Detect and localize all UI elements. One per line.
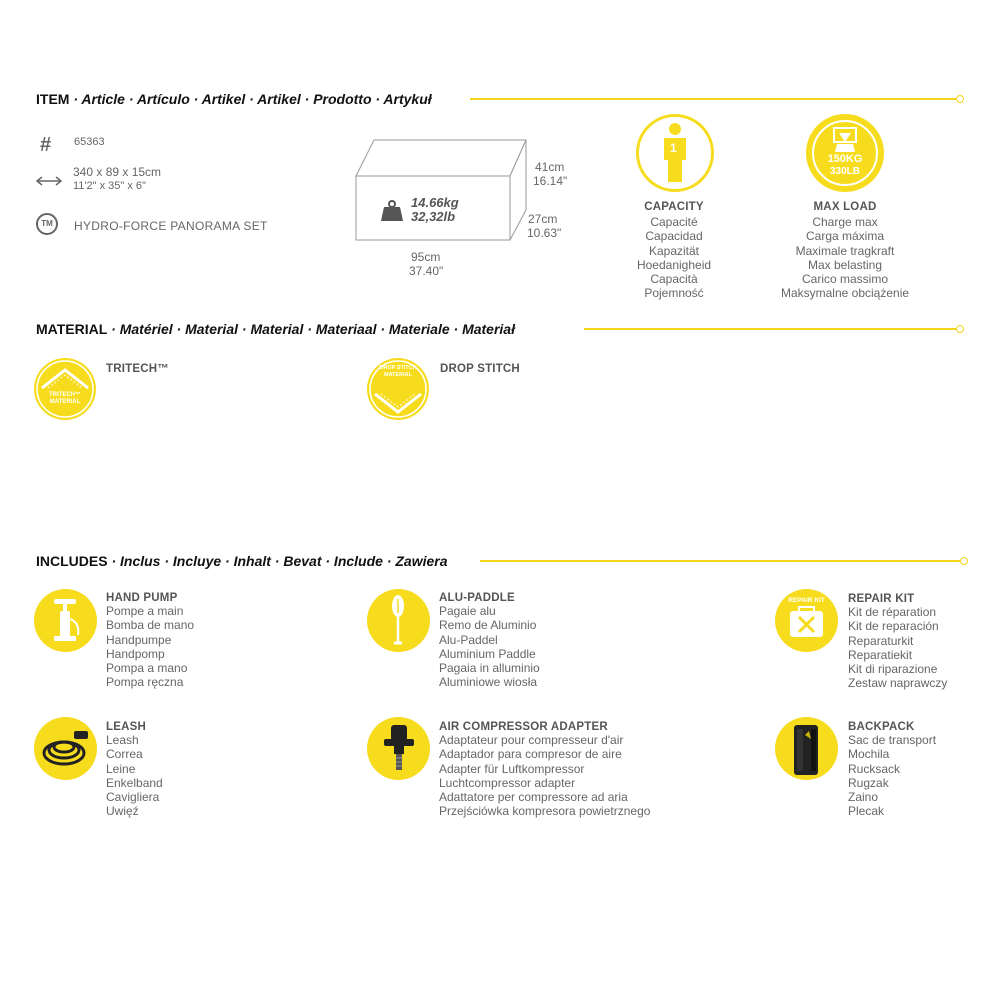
drop-stitch-badge-line2: MATERIAL bbox=[383, 372, 412, 378]
leash-icon bbox=[34, 717, 97, 780]
backpack-text: BACKPACK Sac de transport Mochila Rucksack Rugzak Zaino Plecak bbox=[848, 721, 937, 819]
box-width-in: 37.40" bbox=[409, 264, 444, 278]
max-load-lines: Charge max Carga máxima Maximale tragkraft Max belasting Carico massimo Maksymalne obciążenie bbox=[780, 215, 910, 301]
adapter-icon bbox=[367, 717, 430, 780]
tritech-label: TRITECH™ bbox=[106, 363, 169, 375]
hand-pump-text: HAND PUMP Pompe a main Bomba de mano Handpumpe Handpomp Pompa a mano Pompa ręczna bbox=[106, 592, 195, 690]
trademark-icon: TM bbox=[36, 213, 58, 235]
includes-rule-end bbox=[960, 557, 968, 565]
repair-kit-text: REPAIR KIT Kit de réparation Kit de reparación Reparaturkit Reparatiekit Kit di riparazione Zestaw naprawczy bbox=[848, 593, 948, 691]
material-rule bbox=[584, 328, 956, 330]
hand-pump-icon bbox=[34, 589, 97, 652]
box-height-cm: 41cm bbox=[535, 160, 565, 174]
box-weight-kg: 14.66kg bbox=[411, 195, 459, 210]
item-heading: ITEM · Article · Artículo · Artikel · Artikel · Prodotto · Artykuł bbox=[36, 91, 432, 107]
dimensions-metric: 340 x 89 x 15cm bbox=[73, 165, 162, 179]
drop-stitch-label: DROP STITCH bbox=[440, 363, 520, 375]
backpack-icon bbox=[775, 717, 838, 780]
box-width-cm: 95cm bbox=[411, 250, 441, 264]
item-rule-end bbox=[956, 95, 964, 103]
toolbox-icon bbox=[775, 589, 838, 652]
paddle-icon bbox=[367, 589, 430, 652]
max-load-kg: 150KG bbox=[827, 153, 863, 165]
leash-text: LEASH Leash Correa Leine Enkelband Cavigliera Uwięź bbox=[106, 721, 163, 819]
weight-icon bbox=[380, 200, 404, 222]
box-weight-lb: 32,32lb bbox=[411, 209, 456, 224]
drop-stitch-badge-line1: DROP STITCH bbox=[379, 365, 417, 371]
capacity-value: 1 bbox=[670, 141, 677, 155]
tritech-badge-line2: MATERIAL bbox=[49, 399, 81, 405]
tritech-badge-line1: TRITECH™ bbox=[49, 392, 81, 398]
product-name: HYDRO-FORCE PANORAMA SET bbox=[74, 219, 268, 233]
item-number: 65363 bbox=[74, 136, 105, 148]
air-adapter-text: AIR COMPRESSOR ADAPTER Adaptateur pour compresseur d'air Adaptador para compresor de aire Adapter für Luftkompressor Luchtcompressor adapter Adattatore per compressore ad aria Przejściówka kompresora powietrznego bbox=[439, 721, 651, 819]
weight-down-icon bbox=[832, 126, 858, 154]
dimensions-imperial: 11'2" x 35" x 6" bbox=[73, 180, 146, 192]
material-heading: MATERIAL · Matériel · Material · Material · Materiaal · Materiale · Materiał bbox=[36, 321, 515, 337]
hash-icon: # bbox=[40, 134, 52, 156]
material-rule-end bbox=[956, 325, 964, 333]
item-rule bbox=[470, 98, 956, 100]
tritech-triangle-icon bbox=[34, 358, 96, 420]
box-icon bbox=[354, 138, 529, 243]
double-arrow-icon bbox=[35, 175, 63, 187]
capacity-lines: Capacité Capacidad Kapazität Hoedanigheid Capacità Pojemność bbox=[636, 215, 712, 301]
includes-rule bbox=[480, 560, 960, 562]
box-depth-cm: 27cm bbox=[528, 212, 558, 226]
box-depth-in: 10.63" bbox=[527, 226, 562, 240]
includes-heading: INCLUDES · Inclus · Incluye · Inhalt · Bevat · Include · Zawiera bbox=[36, 553, 448, 569]
max-load-lb: 330LB bbox=[829, 166, 860, 177]
max-load-title: MAX LOAD bbox=[813, 201, 877, 213]
repair-kit-badge-text: REPAIR KIT bbox=[788, 597, 825, 604]
box-height-in: 16.14" bbox=[533, 174, 568, 188]
capacity-title: CAPACITY bbox=[644, 201, 704, 213]
alu-paddle-text: ALU-PADDLE Pagaie alu Remo de Aluminio Alu-Paddel Aluminium Paddle Pagaia in alluminio Aluminiowe wiosła bbox=[439, 592, 540, 690]
